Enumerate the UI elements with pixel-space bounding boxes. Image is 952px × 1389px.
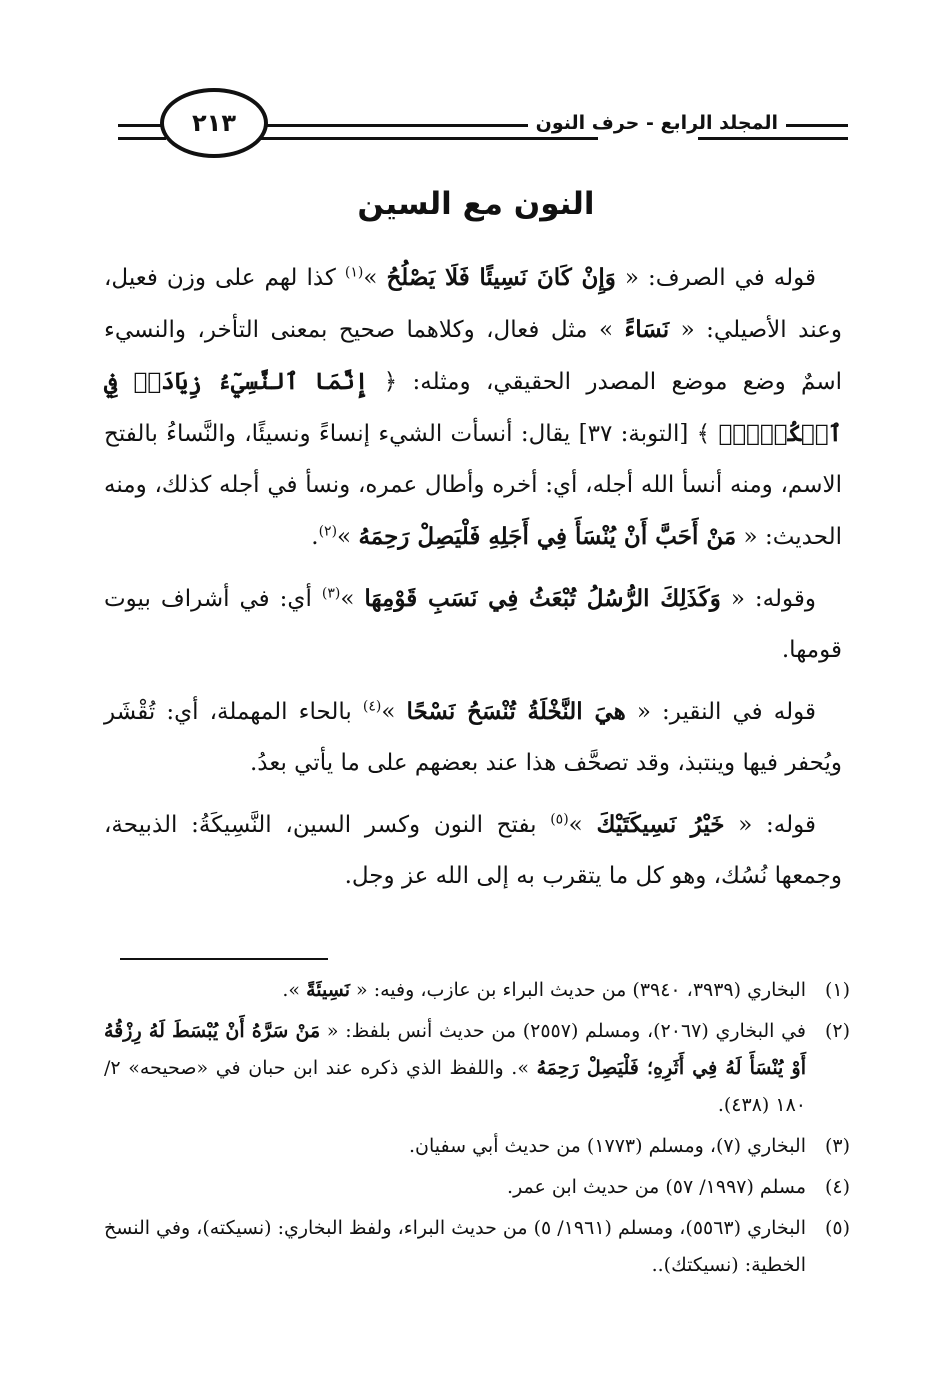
footnote: (٥) البخاري (٥٥٦٣)، ومسلم (١٩٦١/ ٥) من حديث البراء، ولفظ البخاري: (نسيكته)، وفي النسخ الخطية: (نسيكتك).. <box>104 1210 850 1284</box>
quoted-text: نَسَاءً <box>624 316 670 343</box>
header-rule-left <box>118 124 166 140</box>
hadith-text: هيَ النَّخْلَةُ تُنْسَحُ نَسْحًا <box>406 698 626 725</box>
section-title: النون مع السين <box>357 186 595 222</box>
footnote-ref: (٢) <box>318 523 338 540</box>
footnote: (١) البخاري (٣٩٣٩، ٣٩٤٠) من حديث البراء بن عازب، وفيه: « نَسِيئَةً ». <box>104 972 850 1009</box>
paragraph: قوله: « خَيْرُ نَسِيكَتَيْكَ »$^{(٥)}$ بفتح النون وكسر السين، النَّسِيكَةُ: الذبيحة، وجمعها نُسُك، وهو كل ما يتقرب به إلى الله عز وجل. <box>104 811 842 889</box>
footnote-ref: (٣) <box>321 585 341 602</box>
footnote-number: (٥) <box>824 1217 850 1239</box>
footnote-ref: (٤) <box>362 698 382 715</box>
footnote: (٣) البخاري (٧)، ومسلم (١٧٧٣) من حديث أبي سفيان. <box>104 1128 850 1165</box>
page-header <box>118 88 848 158</box>
footnotes <box>104 972 850 1288</box>
footnote-number: (٢) <box>824 1020 850 1042</box>
quoted-text: وَإِنْ كَانَ نَسِيئًا فَلَا يَصْلُحُ <box>386 264 616 291</box>
footnote-ref: (٥) <box>550 811 569 828</box>
running-title: المجلد الرابع - حرف النون <box>528 112 786 134</box>
footnote-number: (٣) <box>824 1135 850 1157</box>
footnote-number: (٤) <box>824 1176 850 1198</box>
footnote-separator <box>120 958 328 960</box>
page-number: ٢١٣ <box>160 88 268 158</box>
footnote: (٢) في البخاري (٢٠٦٧)، ومسلم (٢٥٥٧) من حديث أنس بلفظ: « مَنْ سَرَّهُ أَنْ يُبْسَطَ لَهُ رِزْقُهُ أَوْ يُنْسَأَ لَهُ فِي أَثَرِهِ؛ فَلْيَصِلْ رَحِمَهُ ». واللفظ الذي ذكره عند ابن حبان في «صحيحه» ٢/ ١٨٠ (٤٣٨). <box>104 1013 850 1124</box>
footnote-number: (١) <box>824 979 850 1001</box>
paragraph: وقوله: « وَكَذَلِكَ الرُّسُلُ تُبْعَثُ فِي نَسَبِ قَوْمِهَا »$^{(٣)}$ أي: في أشراف بيوت قومها. <box>104 585 842 663</box>
footnote: (٤) مسلم (١٩٩٧/ ٥٧) من حديث ابن عمر. <box>104 1169 850 1206</box>
hadith-text: مَنْ أَحَبَّ أَنْ يُنْسَأَ فِي أَجَلِهِ فَلْيَصِلْ رَحِمَهُ <box>358 523 737 550</box>
hadith-text: وَكَذَلِكَ الرُّسُلُ تُبْعَثُ فِي نَسَبِ قَوْمِهَا <box>364 585 721 612</box>
paragraph: قوله في الصرف: « وَإِنْ كَانَ نَسِيئًا فَلَا يَصْلُحُ »$^{(١)}$ كذا لهم على وزن فعيل، وعند الأصيلي: « نَسَاءً » مثل فعال، وكلاهما صحيح بمعنى التأخر، والنسيء اسمٌ وضع موضع المصدر الحقيقي، ومثله: ﴿ إِنَّمَا ٱلنَّسِيٓءُ زِيَادَةٞ فِي ٱلۡكُفۡرِۖ ﴾ [التوبة: ٣٧] يقال: أنسأت الشيء إنساءً ونسيئًا، والنَّساءُ بالفتح الاسم، ومنه أنسأ الله أجله، أي: أخره وأطال عمره، ونسأ في أجله كذلك، ومنه الحديث: « مَنْ أَحَبَّ أَنْ يُنْسَأَ فِي أَجَلِهِ فَلْيَصِلْ رَحِمَهُ »$^{(٢)}$. <box>104 264 843 550</box>
main-text <box>104 252 842 912</box>
quran-text: إِنَّمَا ٱلنَّسِيٓءُ زِيَادَةٞ فِي ٱلۡكُفۡرِۖ <box>104 368 843 447</box>
hadith-text: خَيْرُ نَسِيكَتَيْكَ <box>596 811 725 838</box>
footnote-ref: (١) <box>344 264 364 281</box>
paragraph: قوله في النقير: « هيَ النَّخْلَةُ تُنْسَحُ نَسْحًا »$^{(٤)}$ بالحاء المهملة، أي: تُقْشَر ويُحفر فيها وينتبذ، وقد تصحَّف هذا عند بعضهم على ما يأتي بعدُ. <box>104 698 842 776</box>
